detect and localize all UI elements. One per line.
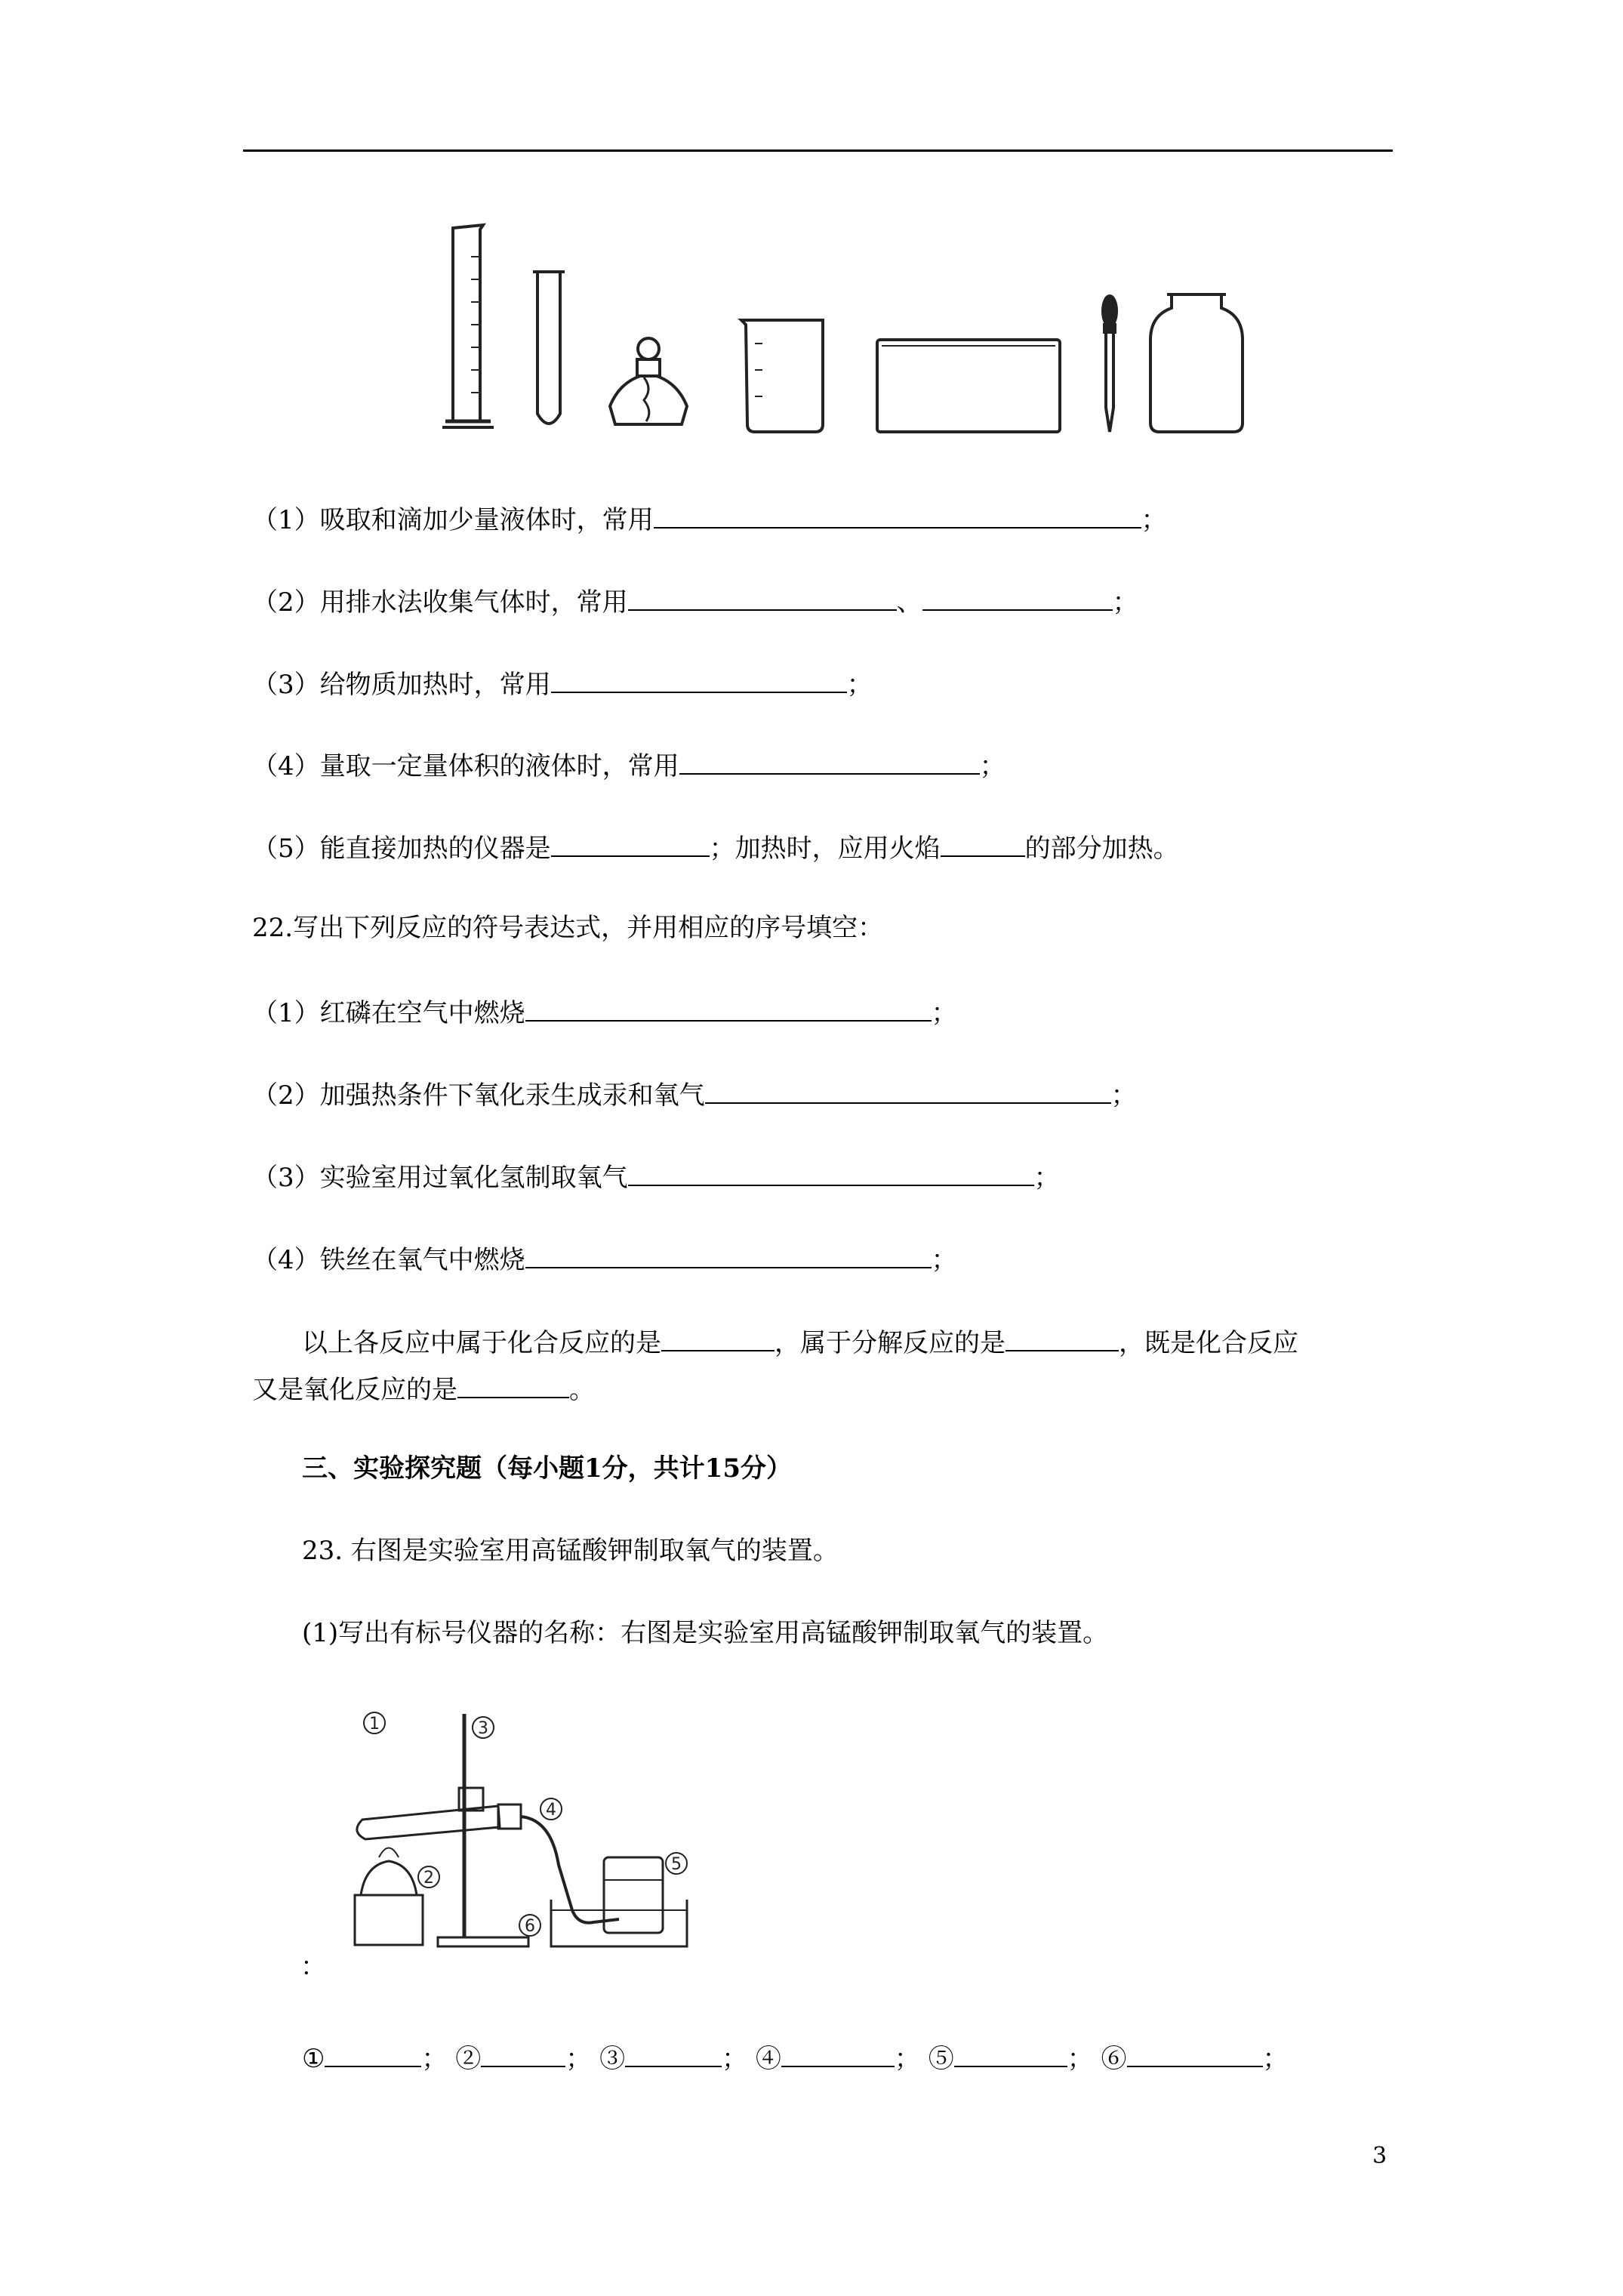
- q21-item-5: （5）能直接加热的仪器是 ；加热时，应用火焰 的部分加热。: [252, 828, 1179, 866]
- answer-blank[interactable]: [628, 1157, 1034, 1186]
- q22-summary-line-1: 以上各反应中属于化合反应的是 ，属于分解反应的是 ，既是化合反应: [302, 1323, 1298, 1361]
- svg-text:3: 3: [478, 1719, 488, 1738]
- graduated-cylinder-icon: [442, 225, 494, 427]
- q21-item-4: （4）量取一定量体积的液体时，常用 ；: [252, 746, 1006, 784]
- answer-blank[interactable]: [628, 582, 897, 611]
- answer-blank[interactable]: [457, 1370, 569, 1398]
- svg-text:1: 1: [369, 1715, 380, 1734]
- dropper-icon: [1103, 296, 1116, 432]
- q23-stem: 23. 右图是实验室用高锰酸钾制取氧气的装置。: [302, 1536, 839, 1566]
- svg-text:4: 4: [546, 1801, 556, 1820]
- answer-blank[interactable]: [481, 2039, 565, 2067]
- answer-blank[interactable]: [941, 828, 1025, 857]
- answer-blank[interactable]: [525, 1240, 932, 1268]
- answer-blank[interactable]: [1127, 2039, 1263, 2067]
- page-number: 3: [1372, 2143, 1387, 2169]
- q23-sub-1: (1)写出有标号仪器的名称：右图是实验室用高锰酸钾制取氧气的装置。: [302, 1618, 1109, 1648]
- q22-item-2: （2）加强热条件下氧化汞生成汞和氧气 ；: [252, 1075, 1137, 1113]
- q22-summary-line-2: 又是氧化反应的是 。: [252, 1370, 595, 1407]
- lab-instruments-figure: [430, 219, 1246, 438]
- alcohol-lamp-icon: [610, 338, 687, 424]
- svg-text:6: 6: [525, 1917, 535, 1936]
- q22-stem: 22.写出下列反应的符号表达式，并用相应的序号填空：: [252, 913, 884, 943]
- answer-blank[interactable]: [954, 2039, 1067, 2067]
- answer-blank[interactable]: [679, 746, 980, 775]
- q21-item-1: （1）吸取和滴加少量液体时，常用 ；: [252, 500, 1167, 538]
- header-rule: [243, 149, 1393, 152]
- q21-item-3: （3）给物质加热时，常用 ；: [252, 664, 873, 702]
- svg-text:5: 5: [671, 1855, 682, 1874]
- answer-blank[interactable]: [1006, 1323, 1119, 1351]
- gas-collecting-bottle-icon: [1150, 294, 1243, 432]
- q21-item-2: （2）用排水法收集气体时，常用 、 ；: [252, 582, 1138, 620]
- svg-text:2: 2: [423, 1869, 434, 1888]
- answer-blank[interactable]: [625, 2039, 722, 2067]
- q22-item-3: （3）实验室用过氧化氢制取氧气 ；: [252, 1157, 1060, 1195]
- test-tube-icon: [533, 272, 565, 424]
- answer-blank[interactable]: [781, 2039, 895, 2067]
- section-3-title: 三、实验探究题（每小题1分，共计15分）: [302, 1453, 792, 1484]
- answer-blank[interactable]: [551, 828, 710, 857]
- answer-blank[interactable]: [654, 500, 1141, 529]
- oxygen-apparatus-figure: [332, 1706, 694, 1955]
- water-trough-icon: [877, 340, 1060, 432]
- q22-item-1: （1）红磷在空气中燃烧 ；: [252, 993, 957, 1031]
- answer-blank[interactable]: [551, 664, 847, 693]
- q23-colon: ：: [300, 1952, 326, 1982]
- q22-item-4: （4）铁丝在氧气中燃烧 ；: [252, 1240, 957, 1277]
- beaker-icon: [741, 320, 823, 432]
- answer-blank[interactable]: [525, 993, 932, 1022]
- answer-blank[interactable]: [325, 2039, 421, 2067]
- q23-answer-line: ① ； ② ； ③ ； ④ ； ⑤ ； ⑥ ；: [302, 2039, 1289, 2076]
- answer-blank[interactable]: [705, 1075, 1111, 1104]
- answer-blank[interactable]: [922, 582, 1113, 611]
- answer-blank[interactable]: [661, 1323, 775, 1351]
